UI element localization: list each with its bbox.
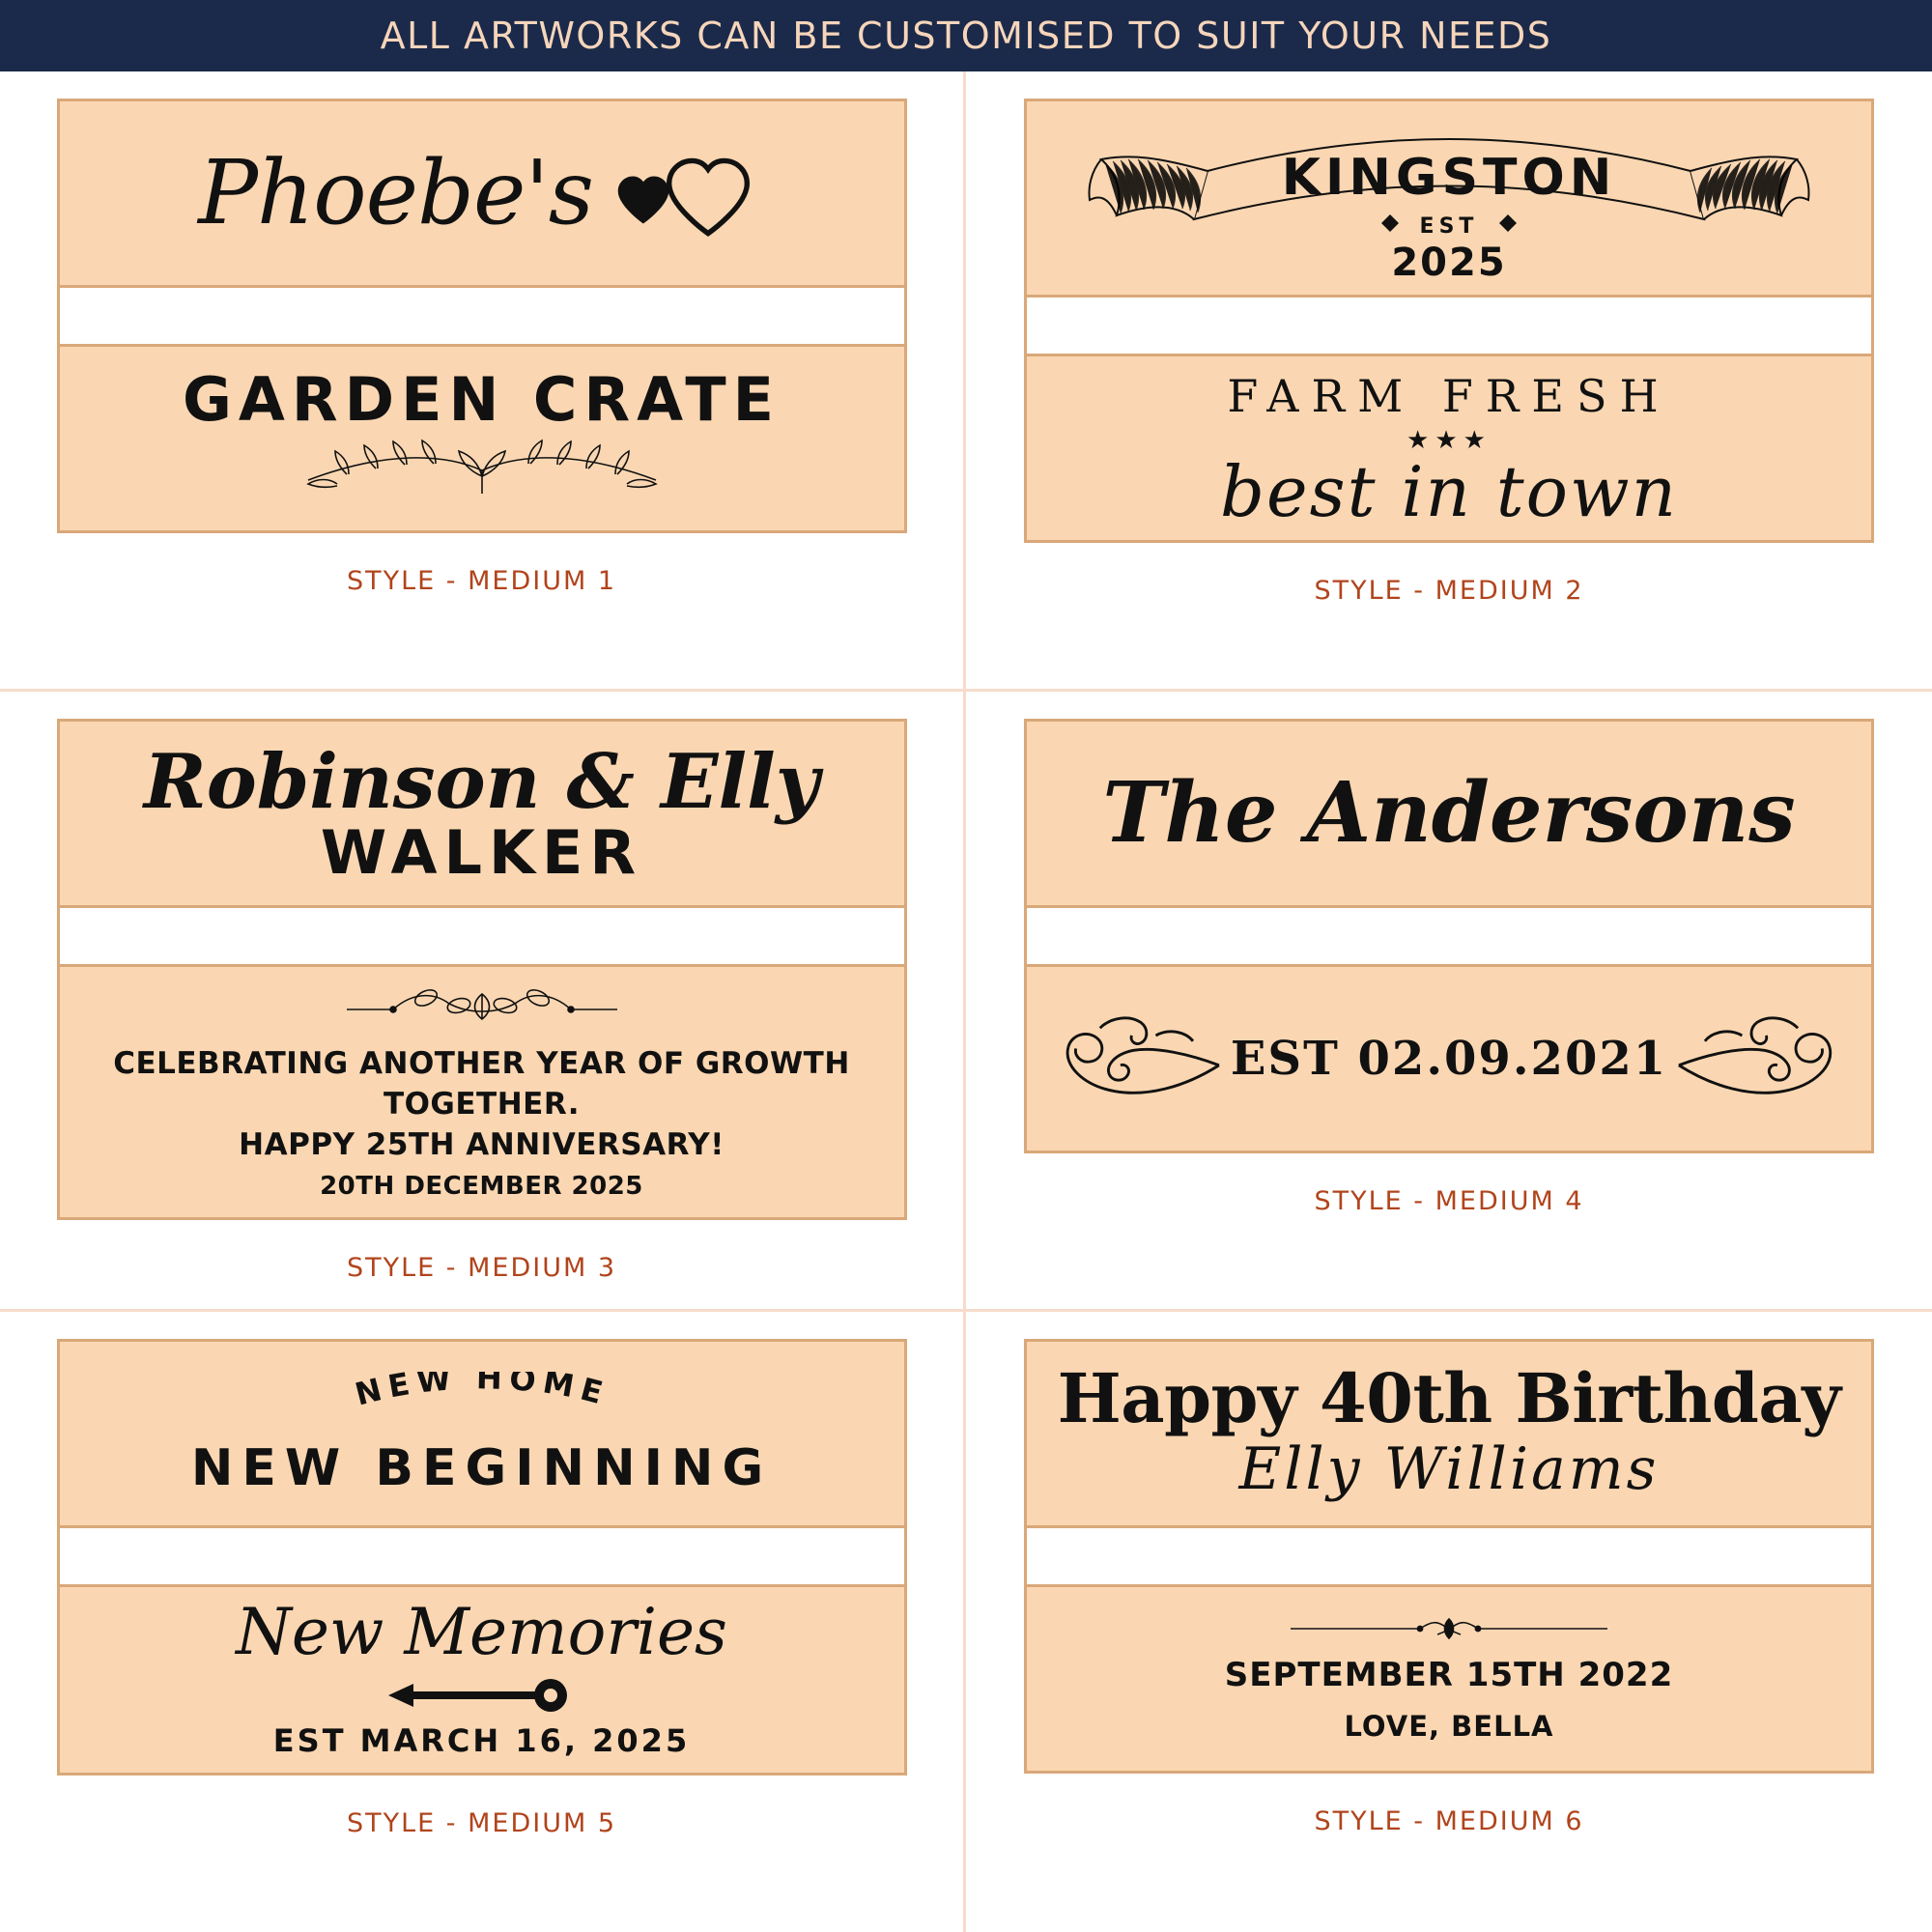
vintage-ribbon-banner-icon	[1063, 111, 1835, 285]
sign-grid	[0, 71, 1932, 1932]
sign-bottom-text-1: FARM FRESH	[1227, 370, 1671, 422]
sign-top-panel	[60, 722, 904, 905]
sign-bottom-panel	[1027, 967, 1871, 1151]
sign-slot-gap	[1027, 905, 1871, 967]
header-banner	[0, 0, 1932, 71]
sign-top-text-1: NEW HOME	[351, 1372, 613, 1413]
sign-slot-gap	[60, 1525, 904, 1587]
sign-caption: STYLE - MEDIUM 6	[1314, 1806, 1584, 1836]
botanical-branch-icon	[279, 432, 685, 509]
sign-bottom-text-2: EST MARCH 16, 2025	[272, 1722, 691, 1759]
sign-slot-gap	[60, 285, 904, 347]
sign-caption: STYLE - MEDIUM 1	[346, 566, 617, 596]
sign-slot-gap	[1027, 1525, 1871, 1587]
ribbon-est: EST	[1419, 214, 1479, 239]
sign-caption: STYLE - MEDIUM 4	[1314, 1186, 1584, 1216]
sign-top-panel	[60, 1342, 904, 1525]
sign-top-panel	[1027, 101, 1871, 295]
sign-bottom-text-2: HAPPY 25TH ANNIVERSARY!	[239, 1126, 724, 1162]
sign-top-text-2: WALKER	[320, 817, 643, 889]
sign-cell-medium-4[interactable]	[966, 692, 1932, 1312]
sign-bottom-text-2: LOVE, BELLA	[1344, 1710, 1554, 1743]
sign-artwork-medium-6	[1024, 1339, 1874, 1774]
key-icon	[381, 1674, 583, 1717]
sign-caption: STYLE - MEDIUM 3	[346, 1252, 617, 1283]
sign-bottom-panel	[60, 967, 904, 1217]
sign-top-text: Phoebe's	[198, 141, 593, 244]
sign-cell-medium-1[interactable]	[0, 71, 966, 692]
sign-bottom-text: EST 02.09.2021	[1230, 1032, 1668, 1086]
sign-bottom-text: GARDEN CRATE	[183, 364, 781, 436]
swirl-flourish-icon-mirrored	[1677, 1006, 1854, 1112]
sign-bottom-text-1: SEPTEMBER 15TH 2022	[1224, 1656, 1674, 1694]
sign-top-text-1: Happy 40th Birthday	[1057, 1358, 1841, 1439]
sign-cell-medium-3[interactable]	[0, 692, 966, 1312]
sign-bottom-text-2: best in town	[1219, 451, 1679, 532]
sign-top-panel	[60, 101, 904, 285]
sign-bottom-panel	[60, 1587, 904, 1773]
sign-artwork-medium-2	[1024, 99, 1874, 543]
sign-bottom-panel	[1027, 1587, 1871, 1771]
sign-bottom-panel	[1027, 356, 1871, 540]
sign-bottom-panel	[60, 347, 904, 530]
sign-caption: STYLE - MEDIUM 2	[1314, 576, 1584, 606]
floral-divider-icon	[337, 980, 627, 1031]
sign-bottom-text-1: New Memories	[236, 1595, 727, 1669]
sign-artwork-medium-1	[57, 99, 907, 533]
sign-slot-gap	[60, 905, 904, 967]
star-row-icon: ★★★	[1406, 426, 1492, 455]
sign-cell-medium-5[interactable]	[0, 1312, 966, 1932]
sign-slot-gap	[1027, 295, 1871, 356]
sign-top-panel	[1027, 1342, 1871, 1525]
sign-artwork-medium-3	[57, 719, 907, 1220]
double-heart-icon	[611, 150, 765, 237]
svg-text:NEW HOME	[351, 1372, 612, 1413]
sign-top-text-2: NEW BEGINNING	[190, 1439, 773, 1498]
arc-text-wrap	[279, 1372, 685, 1442]
sign-artwork-medium-4	[1024, 719, 1874, 1153]
banner-text: ALL ARTWORKS CAN BE CUSTOMISED TO SUIT YOUR NEEDS	[380, 14, 1552, 57]
ornate-divider-icon	[1285, 1615, 1613, 1642]
sign-top-panel	[1027, 722, 1871, 905]
anniversary-text-block	[77, 1044, 887, 1204]
ribbon-year: 2025	[1391, 241, 1507, 285]
sign-artwork-medium-5	[57, 1339, 907, 1776]
sign-top-text: The Andersons	[1102, 763, 1796, 862]
sign-bottom-text-3: 20TH DECEMBER 2025	[320, 1171, 643, 1201]
sign-bottom-text-1: CELEBRATING ANOTHER YEAR OF GROWTH TOGETHER.	[113, 1046, 850, 1122]
sign-cell-medium-6[interactable]	[966, 1312, 1932, 1932]
sign-caption: STYLE - MEDIUM 5	[346, 1808, 617, 1838]
ribbon-title: KINGSTON	[1281, 149, 1617, 207]
swirl-flourish-icon	[1044, 1006, 1221, 1112]
sign-top-text-2: Elly Williams	[1238, 1435, 1660, 1503]
sign-cell-medium-2[interactable]	[966, 71, 1932, 692]
sign-top-text-1: Robinson & Elly	[143, 737, 820, 826]
